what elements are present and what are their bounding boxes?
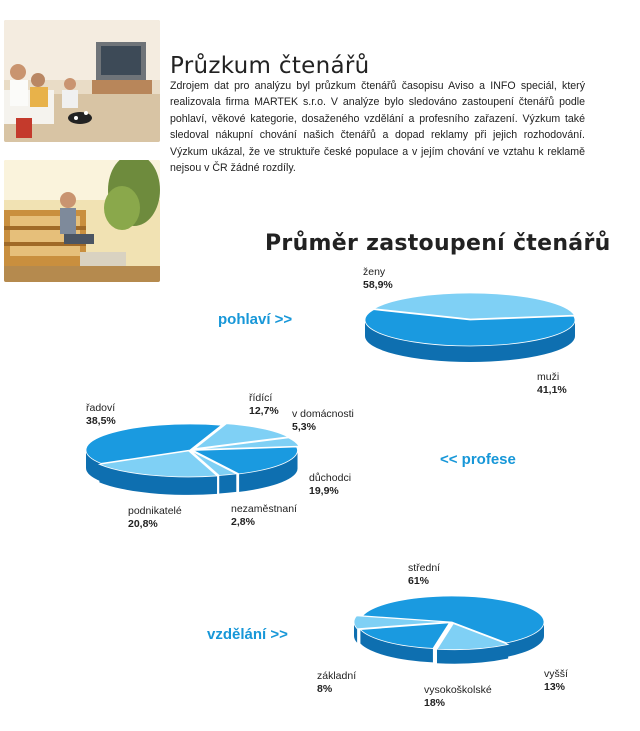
gender-pie-chart <box>360 290 580 380</box>
slice-label-zeny: ženy 58,9% <box>363 266 393 291</box>
slice-label-vysokoskolske: vysokoškolské 18% <box>424 684 492 709</box>
intro-paragraph: Zdrojem dat pro analýzu byl průzkum čtenářů časopisu Aviso a INFO speciál, který realizovala firma MARTEK s.r.o. V analýze bylo sledováno zastoupení čtenářů podle pohlaví, věkové kategorie, dosaženého vzdělání a profesního zařazení. Výzkum také sledoval nákupní chování našich čtenářů a dopad reklamy při jejich rozhodování. Výzkum ukázal, že ve struktuře české populace a v jejím chování ve vztahu k reklamě nejsou v ČR žádné rozdíly. <box>170 80 585 175</box>
slice-label-v-domacnosti: v domácnosti 5,3% <box>292 408 354 433</box>
slice-label-vyssi: vyšší 13% <box>544 668 568 693</box>
section-label-gender: pohlaví >> <box>218 311 293 328</box>
slice-label-podnikatele: podnikatelé 20,8% <box>128 505 182 530</box>
slice-label-nezamestnani: nezaměstnaní 2,8% <box>231 503 297 528</box>
woman-reading-photo <box>4 160 160 282</box>
slice-label-stredni: střední 61% <box>408 562 441 587</box>
pie-slice-side-nezaměstnaní <box>219 474 236 494</box>
chart-subtitle: Průměr zastoupení čtenářů <box>265 231 611 257</box>
slice-label-duchodci: důchodci 19,9% <box>309 472 352 497</box>
slice-label-radovi: řadoví 38,5% <box>86 402 116 427</box>
section-label-profession: << profese <box>440 451 516 468</box>
slice-label-muzi: muži 41,1% <box>537 371 567 396</box>
profession-pie-chart <box>86 410 306 510</box>
family-tv-photo <box>4 20 160 142</box>
slice-label-ridici: řídící 12,7% <box>249 392 279 417</box>
section-label-education: vzdělání >> <box>207 626 288 643</box>
education-pie-chart <box>354 588 554 678</box>
page-title: Průzkum čtenářů <box>170 53 370 80</box>
slice-label-zakladni: základní 8% <box>317 670 357 695</box>
